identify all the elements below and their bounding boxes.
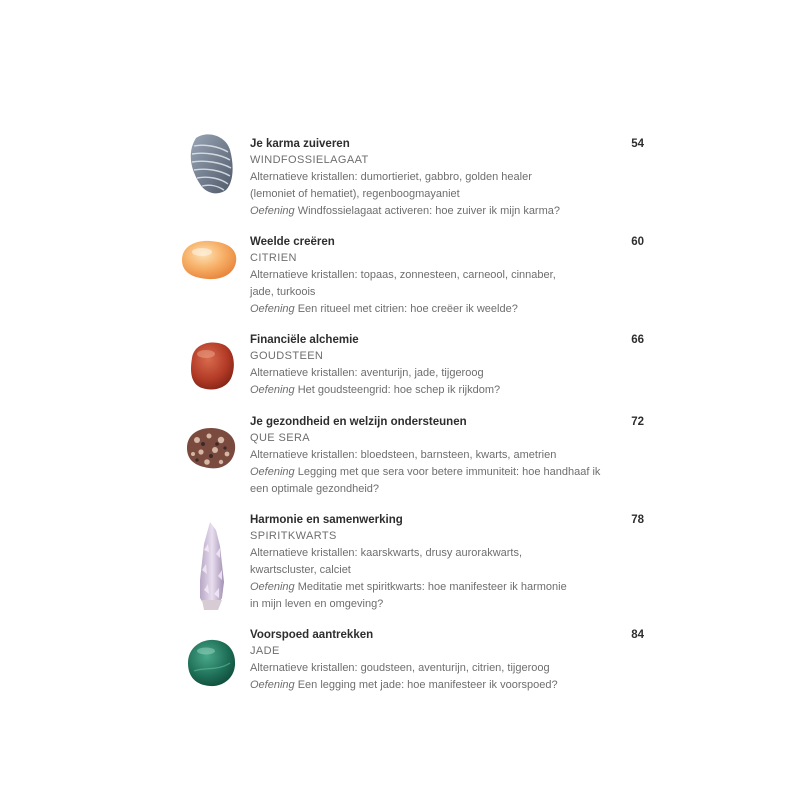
alternative-crystals: Alternatieve kristallen: topaas, zonnesteen, carneool, cinnaber, bbox=[250, 269, 556, 281]
exercise-line bbox=[250, 579, 567, 596]
crystal-name: GOUDSTEEN bbox=[250, 350, 324, 362]
exercise-label: Oefening bbox=[250, 384, 295, 396]
exercise-label: Oefening bbox=[250, 205, 295, 217]
exercise-text: Legging met que sera voor betere immuniteit: hoe handhaaf ik bbox=[294, 466, 601, 478]
page-number: 54 bbox=[631, 138, 644, 150]
exercise-label: Oefening bbox=[250, 581, 295, 593]
crystal-name: WINDFOSSIELAGAAT bbox=[250, 154, 369, 166]
entry-title: Je karma zuiveren bbox=[250, 138, 350, 150]
crystal-name: JADE bbox=[250, 645, 280, 657]
alternative-crystals: Alternatieve kristallen: kaarskwarts, drusy aurorakwarts, bbox=[250, 547, 523, 559]
windfossil-agate-stone-image bbox=[182, 132, 238, 198]
exercise-text-continued: een optimale gezondheid? bbox=[250, 483, 380, 495]
entry-title: Voorspoed aantrekken bbox=[250, 629, 374, 641]
exercise-text: Het goudsteengrid: hoe schep ik rijkdom? bbox=[294, 384, 501, 396]
exercise-line bbox=[250, 677, 558, 694]
jade-stone-image bbox=[184, 637, 238, 689]
alternative-crystals: Alternatieve kristallen: bloedsteen, barnsteen, kwarts, ametrien bbox=[250, 449, 557, 461]
exercise-text: Een legging met jade: hoe manifesteer ik voorspoed? bbox=[294, 679, 558, 691]
goldstone-image bbox=[184, 338, 238, 392]
citrine-stone-image bbox=[178, 238, 240, 282]
exercise-label: Oefening bbox=[250, 466, 295, 478]
exercise-text-continued: in mijn leven en omgeving? bbox=[250, 598, 384, 610]
page-number: 66 bbox=[631, 334, 644, 346]
alternative-crystals-continued: (lemoniet of hematiet), regenboogmayaniet bbox=[250, 188, 460, 200]
entry-title: Weelde creëren bbox=[250, 236, 335, 248]
exercise-text: Meditatie met spiritkwarts: hoe manifesteer ik harmonie bbox=[294, 581, 567, 593]
spirit-quartz-image bbox=[192, 520, 232, 612]
exercise-text: Windfossielagaat activeren: hoe zuiver ik mijn karma? bbox=[294, 205, 560, 217]
alternative-crystals: Alternatieve kristallen: dumortieriet, gabbro, golden healer bbox=[250, 171, 532, 183]
exercise-text: Een ritueel met citrien: hoe creëer ik weelde? bbox=[294, 303, 518, 315]
que-sera-stone-image bbox=[183, 424, 239, 472]
page-number: 72 bbox=[631, 416, 644, 428]
alternative-crystals-continued: kwartscluster, calciet bbox=[250, 564, 351, 576]
page-number: 84 bbox=[631, 629, 644, 641]
exercise-label: Oefening bbox=[250, 679, 295, 691]
crystal-name: SPIRITKWARTS bbox=[250, 530, 337, 542]
alternative-crystals-continued: jade, turkoois bbox=[250, 286, 316, 298]
page-number: 78 bbox=[631, 514, 644, 526]
exercise-line bbox=[250, 464, 600, 481]
alternative-crystals: Alternatieve kristallen: aventurijn, jade, tijgeroog bbox=[250, 367, 484, 379]
exercise-line bbox=[250, 203, 560, 220]
exercise-line bbox=[250, 382, 500, 399]
entry-title: Je gezondheid en welzijn ondersteunen bbox=[250, 416, 467, 428]
alternative-crystals: Alternatieve kristallen: goudsteen, aventurijn, citrien, tijgeroog bbox=[250, 662, 550, 674]
exercise-label: Oefening bbox=[250, 303, 295, 315]
entry-title: Financiële alchemie bbox=[250, 334, 359, 346]
crystal-name: QUE SERA bbox=[250, 432, 311, 444]
exercise-line bbox=[250, 301, 518, 318]
entry-title: Harmonie en samenwerking bbox=[250, 514, 403, 526]
crystal-name: CITRIEN bbox=[250, 252, 297, 264]
page-number: 60 bbox=[631, 236, 644, 248]
